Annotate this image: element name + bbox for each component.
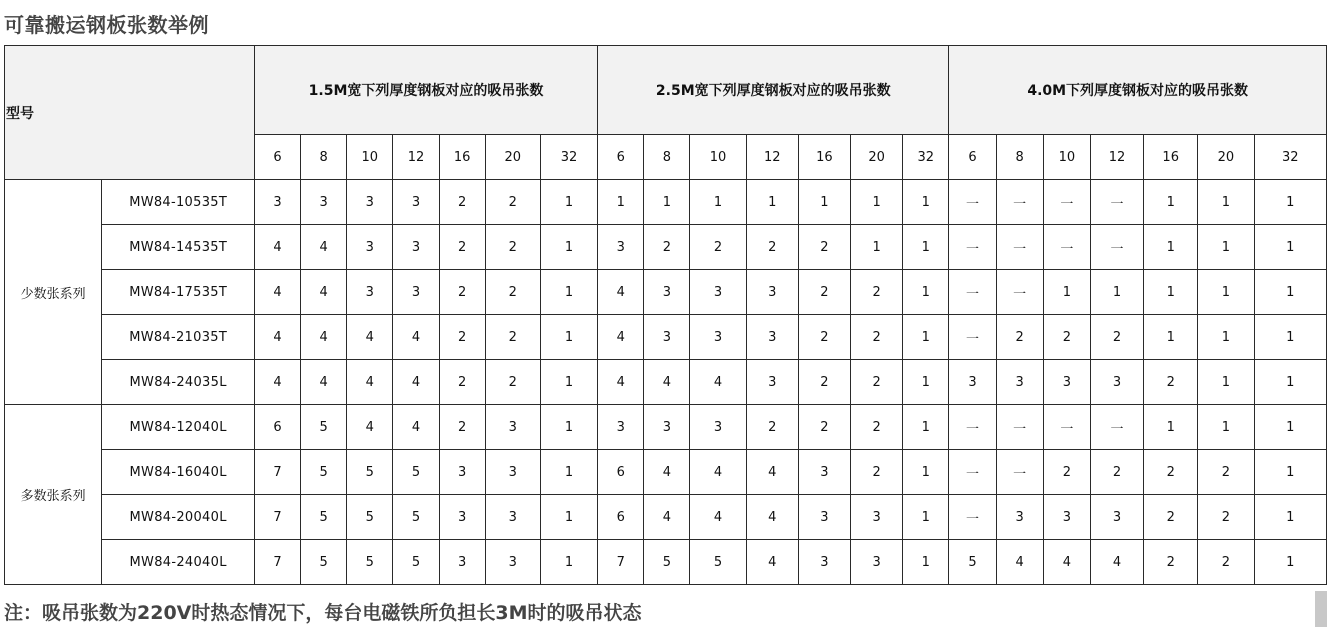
value-cell: 2 [798,225,850,270]
thickness-header-cell: 20 [485,135,540,180]
value-cell: 一 [996,270,1043,315]
value-cell: 2 [851,315,903,360]
page-title: 可靠搬运钢板张数举例 [4,13,209,37]
thickness-header-cell: 20 [851,135,903,180]
value-cell: 1 [798,180,850,225]
value-cell: 2 [690,225,746,270]
value-cell: 5 [301,405,347,450]
header-row-groups [5,46,1327,135]
value-cell: 一 [1090,180,1143,225]
value-cell: 3 [690,405,746,450]
value-cell: 1 [598,180,644,225]
value-cell: 1 [1144,225,1198,270]
value-cell: 4 [644,360,690,405]
value-cell: 1 [1198,270,1254,315]
value-cell: 1 [540,180,597,225]
value-cell: 1 [1144,180,1198,225]
value-cell: 3 [439,540,485,585]
model-cell: MW84-17535T [102,270,255,315]
group-header-4-0m: 4.0M下列厚度钢板对应的吸吊张数 [949,46,1327,135]
value-cell: 一 [949,450,996,495]
value-cell: 4 [746,540,798,585]
value-cell: 3 [485,450,540,495]
value-cell: 3 [393,180,439,225]
model-cell: MW84-12040L [102,405,255,450]
value-cell: 1 [903,450,949,495]
thickness-header-cell: 32 [540,135,597,180]
value-cell: 5 [347,450,393,495]
value-cell: 5 [393,450,439,495]
thickness-header-cell: 6 [254,135,300,180]
value-cell: 一 [949,225,996,270]
value-cell: 4 [1090,540,1143,585]
value-cell: 1 [851,180,903,225]
value-cell: 1 [1254,495,1327,540]
value-cell: 2 [1144,540,1198,585]
value-cell: 2 [1090,315,1143,360]
value-cell: 1 [540,540,597,585]
value-cell: 2 [485,225,540,270]
value-cell: 一 [1043,405,1090,450]
value-cell: 4 [996,540,1043,585]
value-cell: 4 [254,360,300,405]
value-cell: 3 [439,495,485,540]
value-cell: 2 [1198,540,1254,585]
value-cell: 2 [996,315,1043,360]
value-cell: 1 [746,180,798,225]
value-cell: 3 [393,225,439,270]
value-cell: 1 [1254,540,1327,585]
value-cell: 2 [644,225,690,270]
model-cell: MW84-16040L [102,450,255,495]
value-cell: 3 [690,315,746,360]
value-cell: 4 [690,495,746,540]
value-cell: 2 [851,405,903,450]
value-cell: 2 [485,360,540,405]
value-cell: 2 [1144,495,1198,540]
table-row [5,180,1327,225]
value-cell: 4 [254,225,300,270]
value-cell: 3 [746,270,798,315]
value-cell: 2 [798,405,850,450]
table-row [5,405,1327,450]
value-cell: 4 [301,315,347,360]
value-cell: 2 [485,315,540,360]
value-cell: 3 [393,270,439,315]
value-cell: 3 [798,540,850,585]
value-cell: 5 [393,495,439,540]
value-cell: 1 [540,360,597,405]
value-cell: 2 [485,180,540,225]
value-cell: 3 [746,315,798,360]
group-header-2-5m: 2.5M宽下列厚度钢板对应的吸吊张数 [598,46,949,135]
value-cell: 3 [485,495,540,540]
value-cell: 2 [1043,450,1090,495]
value-cell: 2 [798,360,850,405]
value-cell: 1 [540,450,597,495]
value-cell: 一 [949,180,996,225]
value-cell: 1 [903,495,949,540]
value-cell: 2 [1144,450,1198,495]
table-row [5,360,1327,405]
model-cell: MW84-14535T [102,225,255,270]
value-cell: 3 [996,495,1043,540]
value-cell: 1 [1090,270,1143,315]
value-cell: 2 [439,405,485,450]
value-cell: 4 [347,360,393,405]
value-cell: 6 [598,450,644,495]
thickness-header-cell: 10 [347,135,393,180]
value-cell: 4 [746,450,798,495]
thickness-header-cell: 32 [1254,135,1327,180]
value-cell: 2 [746,405,798,450]
group-header-1-5m: 1.5M宽下列厚度钢板对应的吸吊张数 [254,46,597,135]
value-cell: 3 [644,405,690,450]
value-cell: 4 [598,315,644,360]
value-cell: 1 [540,495,597,540]
model-cell: MW84-20040L [102,495,255,540]
value-cell: 1 [1254,360,1327,405]
value-cell: 1 [851,225,903,270]
value-cell: 2 [851,360,903,405]
value-cell: 3 [996,360,1043,405]
value-cell: 一 [1090,225,1143,270]
value-cell: 1 [540,270,597,315]
value-cell: 5 [949,540,996,585]
value-cell: 1 [1043,270,1090,315]
value-cell: 4 [347,315,393,360]
model-cell: MW84-10535T [102,180,255,225]
value-cell: 一 [996,180,1043,225]
value-cell: 3 [644,315,690,360]
value-cell: 5 [301,450,347,495]
value-cell: 1 [1198,315,1254,360]
value-cell: 3 [1090,495,1143,540]
thickness-header-cell: 16 [798,135,850,180]
value-cell: 4 [347,405,393,450]
value-cell: 5 [690,540,746,585]
value-cell: 5 [347,495,393,540]
value-cell: 7 [254,540,300,585]
value-cell: 1 [1254,405,1327,450]
value-cell: 6 [598,495,644,540]
value-cell: 3 [347,180,393,225]
value-cell: 7 [254,450,300,495]
value-cell: 一 [996,225,1043,270]
value-cell: 4 [254,315,300,360]
thickness-header-cell: 12 [1090,135,1143,180]
value-cell: 4 [1043,540,1090,585]
value-cell: 2 [798,315,850,360]
value-cell: 1 [903,315,949,360]
value-cell: 4 [746,495,798,540]
value-cell: 4 [393,405,439,450]
value-cell: 2 [798,270,850,315]
value-cell: 4 [690,360,746,405]
thickness-header-cell: 12 [746,135,798,180]
value-cell: 2 [439,225,485,270]
table-row [5,270,1327,315]
value-cell: 1 [903,540,949,585]
thickness-header-cell: 10 [690,135,746,180]
value-cell: 3 [301,180,347,225]
value-cell: 4 [598,270,644,315]
thickness-header-cell: 16 [1144,135,1198,180]
value-cell: 1 [1198,225,1254,270]
model-cell: MW84-21035T [102,315,255,360]
value-cell: 3 [485,540,540,585]
value-cell: 1 [1198,360,1254,405]
value-cell: 3 [644,270,690,315]
value-cell: 1 [1254,315,1327,360]
value-cell: 1 [1144,315,1198,360]
value-cell: 1 [1198,405,1254,450]
value-cell: 一 [949,315,996,360]
value-cell: 3 [1090,360,1143,405]
value-cell: 4 [598,360,644,405]
value-cell: 1 [644,180,690,225]
thickness-header-cell: 32 [903,135,949,180]
value-cell: 2 [851,270,903,315]
value-cell: 1 [903,405,949,450]
thickness-header-cell: 8 [644,135,690,180]
value-cell: 1 [1254,225,1327,270]
value-cell: 4 [644,495,690,540]
value-cell: 1 [1254,270,1327,315]
value-cell: 1 [903,270,949,315]
value-cell: 一 [996,405,1043,450]
value-cell: 3 [1043,360,1090,405]
value-cell: 3 [949,360,996,405]
value-cell: 3 [851,495,903,540]
value-cell: 1 [540,225,597,270]
value-cell: 4 [301,270,347,315]
value-cell: 1 [1144,405,1198,450]
value-cell: 3 [254,180,300,225]
value-cell: 3 [798,495,850,540]
value-cell: 一 [1043,225,1090,270]
value-cell: 1 [1198,180,1254,225]
value-cell: 1 [1254,180,1327,225]
footnote: 注：吸吊张数为220V时热态情况下，每台电磁铁所负担长3M时的吸吊状态 [4,602,642,624]
value-cell: 1 [1144,270,1198,315]
value-cell: 7 [598,540,644,585]
value-cell: 3 [439,450,485,495]
value-cell: 5 [301,540,347,585]
value-cell: 2 [439,360,485,405]
value-cell: 2 [851,450,903,495]
value-cell: 4 [254,270,300,315]
value-cell: 5 [644,540,690,585]
model-cell: MW84-24040L [102,540,255,585]
spec-table [4,45,1327,585]
thickness-header-cell: 10 [1043,135,1090,180]
value-cell: 2 [1198,495,1254,540]
value-cell: 一 [1090,405,1143,450]
value-cell: 1 [1254,450,1327,495]
series-label: 多数张系列 [5,405,102,585]
value-cell: 4 [393,315,439,360]
scrollbar-thumb[interactable] [1315,591,1327,627]
table-row [5,495,1327,540]
value-cell: 1 [690,180,746,225]
value-cell: 2 [1198,450,1254,495]
value-cell: 3 [598,405,644,450]
table-row [5,540,1327,585]
value-cell: 2 [439,180,485,225]
value-cell: 2 [1043,315,1090,360]
value-cell: 3 [1043,495,1090,540]
series-label: 少数张系列 [5,180,102,405]
thickness-header-cell: 16 [439,135,485,180]
value-cell: 3 [798,450,850,495]
thickness-header-cell: 12 [393,135,439,180]
value-cell: 3 [598,225,644,270]
table-row [5,225,1327,270]
model-header: 型号 [5,46,255,180]
thickness-header-cell: 6 [949,135,996,180]
table-row [5,450,1327,495]
value-cell: 3 [347,225,393,270]
thickness-header-cell: 20 [1198,135,1254,180]
value-cell: 1 [540,315,597,360]
value-cell: 3 [347,270,393,315]
value-cell: 1 [903,180,949,225]
value-cell: 4 [301,360,347,405]
value-cell: 2 [1090,450,1143,495]
value-cell: 5 [347,540,393,585]
value-cell: 4 [393,360,439,405]
value-cell: 一 [996,450,1043,495]
value-cell: 3 [746,360,798,405]
value-cell: 1 [540,405,597,450]
value-cell: 一 [949,270,996,315]
value-cell: 一 [949,495,996,540]
value-cell: 2 [439,270,485,315]
value-cell: 2 [439,315,485,360]
value-cell: 7 [254,495,300,540]
value-cell: 一 [949,405,996,450]
value-cell: 4 [301,225,347,270]
table-row [5,315,1327,360]
value-cell: 1 [903,225,949,270]
value-cell: 6 [254,405,300,450]
value-cell: 5 [301,495,347,540]
value-cell: 3 [851,540,903,585]
value-cell: 2 [485,270,540,315]
thickness-header-cell: 8 [301,135,347,180]
value-cell: 3 [485,405,540,450]
thickness-header-cell: 6 [598,135,644,180]
value-cell: 4 [644,450,690,495]
thickness-header-cell: 8 [996,135,1043,180]
model-cell: MW84-24035L [102,360,255,405]
value-cell: 2 [746,225,798,270]
value-cell: 5 [393,540,439,585]
value-cell: 2 [1144,360,1198,405]
value-cell: 3 [690,270,746,315]
value-cell: 一 [1043,180,1090,225]
value-cell: 1 [903,360,949,405]
value-cell: 4 [690,450,746,495]
